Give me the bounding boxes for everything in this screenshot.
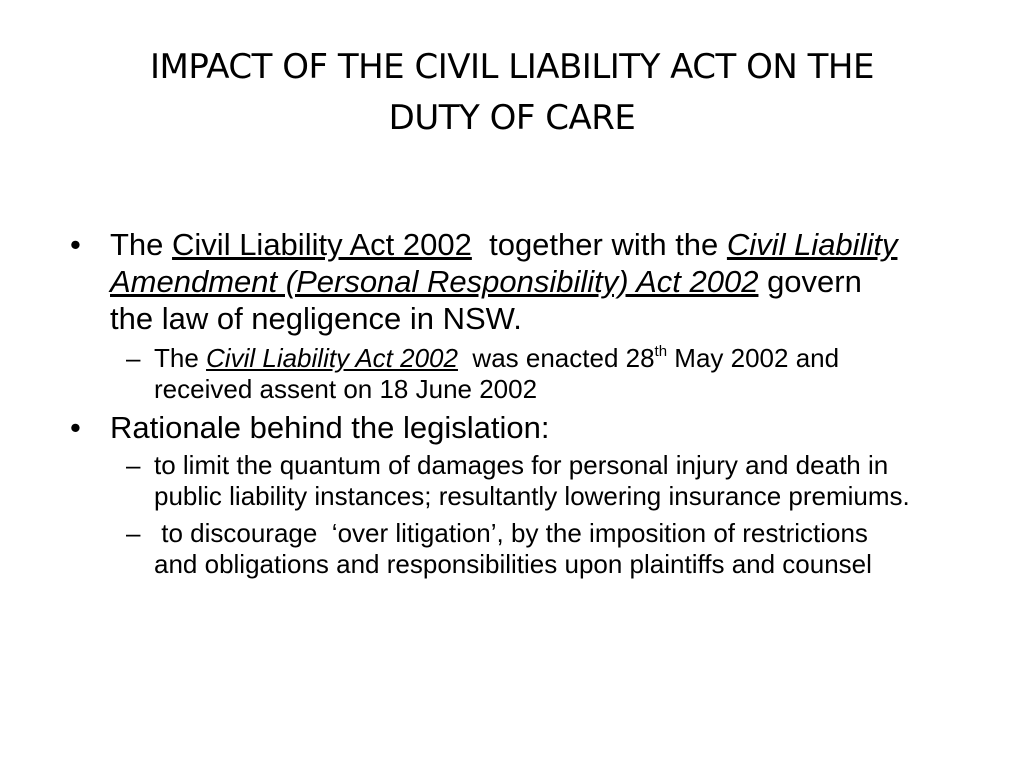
slide-title [60,42,964,144]
bullet-civil-liability-act [70,226,910,337]
bullet-text: Rationale behind the legislation: [110,410,550,445]
sub-text-post: , by the imposition of restrictions and obligations and responsibilities upon plaintiffs and counsel [154,518,872,579]
bullet-text-post: govern the law of negligence in NSW. [110,264,862,336]
sub-bullet-enactment [126,343,910,405]
dash-marker: – [126,518,141,548]
sub-text-mid: was enacted 28 [457,343,655,373]
sub-bullet-limit-damages [126,450,910,512]
amendment-act-name: Civil Liability Amendment (Personal Responsibility) Act 2002 [110,227,898,299]
bullet-marker: • [70,227,81,262]
ordinal-suffix: th [654,343,668,360]
sub-text-post: May 2002 and received assent on 18 June 2002 [154,343,840,404]
dash-marker: – [126,450,141,480]
sub-text: to limit the quantum of damages for personal injury and death in public liability instances; resultantly lowering insurance premiums. [154,450,910,511]
dash-marker: – [126,343,141,373]
slide-title-line-1: IMPACT OF THE CIVIL LIABILITY ACT ON THE [150,47,874,87]
sub-text-pre: to discourage [154,518,325,548]
quoted-phrase: ‘over litigation’ [331,518,497,548]
sub-bullet-discourage-litigation [126,518,910,580]
bullet-text-pre: The [110,227,173,262]
act-name-underlined: Civil Liability Act 2002 [172,227,472,262]
slide-body [70,226,910,580]
bullet-text-mid: together with the [471,227,727,262]
bullet-marker: • [70,410,81,445]
bullet-rationale [70,409,910,446]
slide-title-line-2: DUTY OF CARE [388,98,636,138]
act-name-italic: Civil Liability Act 2002 [206,343,458,373]
sub-text-pre: The [154,343,207,373]
